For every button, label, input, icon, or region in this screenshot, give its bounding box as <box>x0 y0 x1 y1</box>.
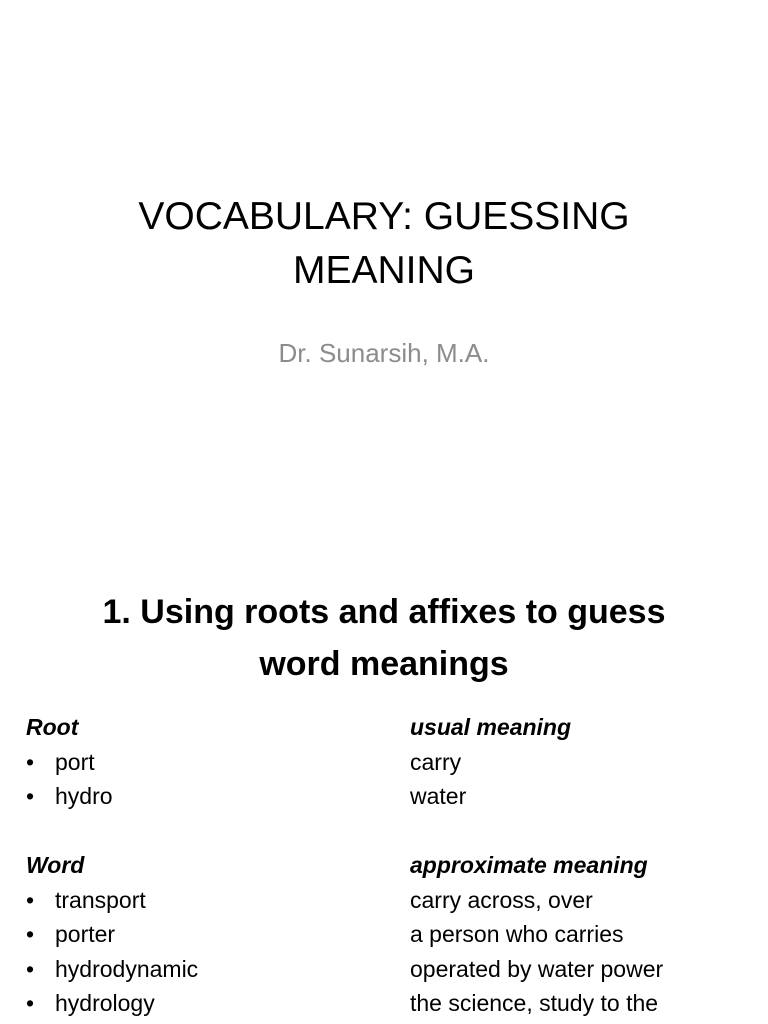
word-meaning: carry across, over <box>410 886 593 913</box>
slide-heading <box>0 586 768 690</box>
term-column <box>26 710 386 1021</box>
root-meaning: carry <box>410 748 462 775</box>
bullet-icon: • <box>26 990 35 1016</box>
slide-title-line-1: VOCABULARY: GUESSING <box>138 195 630 238</box>
word-meaning: the science, study to the <box>410 990 659 1016</box>
word-meaning: a person who carries <box>410 921 624 947</box>
word-item <box>26 883 386 918</box>
word-column-header: Word <box>26 852 85 878</box>
root-item <box>26 779 386 814</box>
root-term: hydro <box>55 783 113 809</box>
word-term: hydrodynamic <box>55 955 199 982</box>
meaning-column <box>410 710 760 1021</box>
word-meaning: operated by water power <box>410 955 664 982</box>
slide-title-line-2: MEANING <box>292 249 475 292</box>
root-term: port <box>55 748 95 775</box>
word-term: hydrology <box>55 990 155 1016</box>
section-spacer <box>26 814 386 849</box>
slide-title <box>0 190 768 298</box>
content-slide <box>0 576 768 1024</box>
slide-subtitle-author: Dr. Sunarsih, M.A. <box>278 338 490 368</box>
bullet-icon: • <box>26 748 35 775</box>
word-item <box>26 952 386 987</box>
word-item <box>26 986 386 1021</box>
word-item <box>26 917 386 952</box>
root-column-header: Root <box>26 714 79 740</box>
approximate-meaning-header: approximate meaning <box>410 852 648 878</box>
bullet-icon: • <box>26 783 35 809</box>
bullet-icon: • <box>26 886 35 913</box>
root-meaning: water <box>410 783 467 809</box>
section-spacer <box>410 814 760 849</box>
word-term: porter <box>55 921 116 947</box>
slide-heading-line-1: 1. Using roots and affixes to guess <box>102 593 666 631</box>
root-item <box>26 745 386 780</box>
bullet-icon: • <box>26 921 35 947</box>
bullet-icon: • <box>26 955 35 982</box>
slide-heading-line-2: word meanings <box>259 645 509 683</box>
usual-meaning-header: usual meaning <box>410 714 572 740</box>
word-term: transport <box>55 886 146 913</box>
